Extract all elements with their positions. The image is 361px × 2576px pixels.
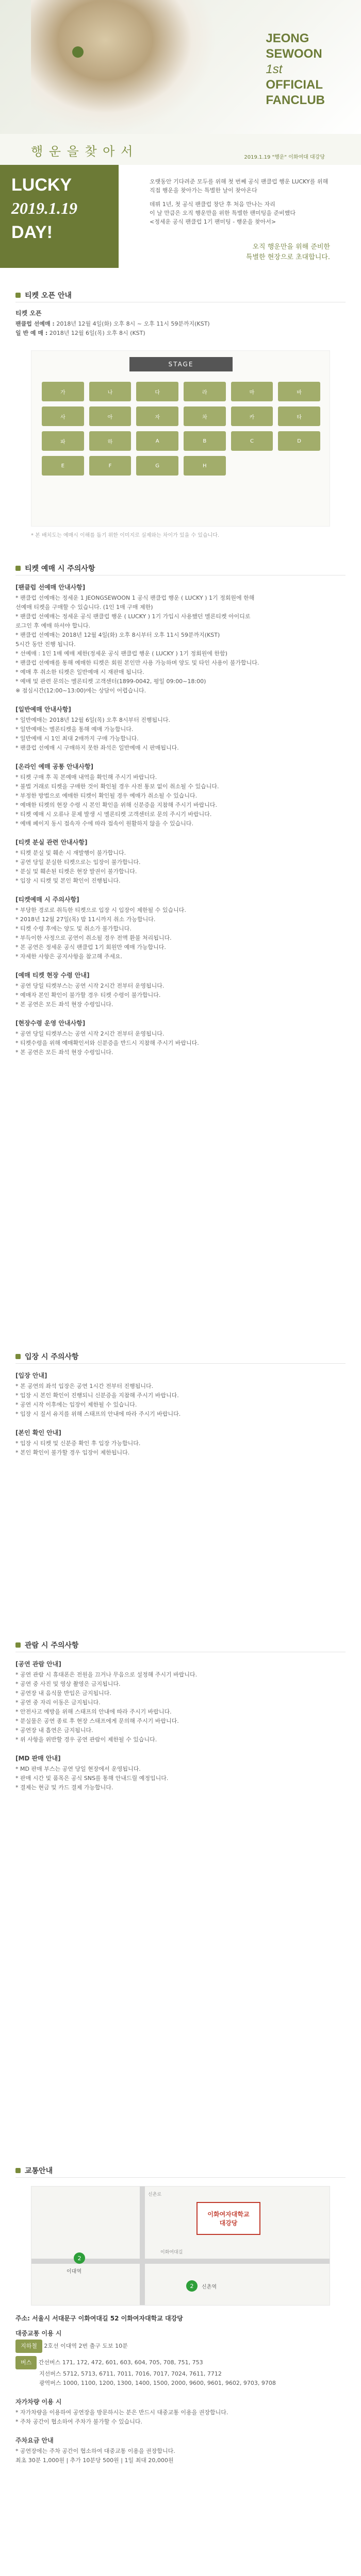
road	[140, 2187, 145, 2305]
bus-row	[15, 2356, 346, 2369]
hero-photo	[31, 0, 217, 134]
notice-line: * 일반예매는 멜론티켓을 통해 예매 가능합니다.	[15, 726, 134, 733]
notice-group-title: [일반예매 안내사항]	[15, 706, 71, 713]
seat-block[interactable]: 하	[89, 431, 132, 451]
bus-row	[15, 2340, 346, 2353]
seat-block[interactable]: 다	[136, 382, 178, 401]
bus-title: 대중교통 이용 시	[15, 2330, 62, 2337]
closing-line: 특별한 현장으로 초대합니다.	[245, 253, 330, 261]
intro-line: 직접 행운을 찾아가는 특별한 날이 찾아온다	[150, 187, 257, 194]
road-label: 신촌로	[148, 2192, 162, 2197]
notice-line: * 팬클럽 선예매를 통해 예매한 티켓은 회원 본인만 사용 가능하며 양도 및 타인 사용이 불가합니다.	[15, 659, 259, 666]
notice-line: * 예매자 본인 확인이 불가할 경우 티켓 수령이 불가합니다.	[15, 992, 161, 998]
section-title: 입장 시 주의사항	[25, 1353, 79, 1361]
ticket-open-section	[0, 289, 361, 345]
section-header	[15, 562, 346, 575]
notice-line: * 판매 시간 및 품목은 공식 SNS를 통해 안내드릴 예정입니다.	[15, 1775, 169, 1782]
seat-block[interactable]: 자	[136, 406, 178, 426]
notice-line: * 본인 확인이 불가할 경우 입장이 제한됩니다.	[15, 1449, 130, 1456]
parking-title: 주차요금 안내	[15, 2437, 54, 2444]
seat-block[interactable]: E	[42, 456, 84, 476]
lucky-line: LUCKY	[11, 175, 72, 195]
traffic-body	[15, 2314, 346, 2465]
ticket-open-subheader: 티켓 오픈	[15, 310, 42, 317]
seat-block[interactable]: F	[89, 456, 132, 476]
section-header	[15, 1350, 346, 1364]
seat-block[interactable]: D	[278, 431, 320, 451]
notice-line: * 티켓 수령 후에는 양도 및 취소가 불가합니다.	[15, 925, 132, 932]
notice-group	[15, 1754, 346, 1792]
notice-group	[15, 1371, 346, 1419]
ticket-open-body	[15, 309, 346, 338]
notice-group	[15, 705, 346, 753]
notice-line: * MD 판매 부스는 공연 당일 현장에서 운영됩니다.	[15, 1766, 141, 1772]
notice-line: * 선예매 : 1인 1매 예매 제한(정세운 공식 팬클럽 행운 ( LUCKY ) 1기 정회원에 한함)	[15, 650, 227, 657]
hero-title-line: FANCLUB	[266, 93, 325, 107]
entry-notice-body	[15, 1371, 346, 1458]
notice-group-title: [현장수령 운영 안내사항]	[15, 1020, 86, 1027]
notice-group	[15, 583, 346, 696]
tagline-date: 2019.1.19 "행운" 이화여대 대강당	[244, 155, 325, 160]
notice-group	[15, 1019, 346, 1057]
parking-line: 최초 30분 1,000원 | 추가 10분당 500원 | 1일 최대 20,000원	[15, 2457, 174, 2464]
notice-line: * 공연 당일 분실한 티켓으로는 입장이 불가합니다.	[15, 859, 141, 866]
notice-line: * 자세한 사항은 공지사항을 참고해 주세요.	[15, 953, 123, 960]
notice-group	[15, 895, 346, 961]
lucky-badge	[0, 165, 119, 268]
seat-block[interactable]: G	[136, 456, 178, 476]
hero-title-line: 1st	[266, 62, 283, 76]
seat-block[interactable]: 타	[278, 406, 320, 426]
seat-block[interactable]: 바	[278, 382, 320, 401]
notice-line: * 결제는 현금 및 카드 결제 가능합니다.	[15, 1784, 113, 1791]
section-title: 관람 시 주의사항	[25, 1641, 79, 1650]
address: 주소: 서울시 서대문구 이화여대길 52 이화여자대학교 대강당	[15, 2315, 183, 2322]
viewing-notice-body	[15, 1659, 346, 1792]
notice-group	[15, 971, 346, 1009]
transport-badge: 버스	[15, 2356, 37, 2369]
notice-line: * 공연장 내 음식물 반입은 금지됩니다.	[15, 1690, 111, 1697]
seat-block[interactable]: A	[136, 431, 178, 451]
intro-line: 데뷔 1년, 첫 공식 팬클럽 창단 후 처음 만나는 자리	[150, 201, 275, 208]
hero-title-line: JEONG	[266, 31, 309, 45]
hero-title-line: SEWOON	[266, 47, 322, 61]
map	[31, 2186, 330, 2306]
intro-closing	[246, 242, 330, 263]
seat-block[interactable]: H	[184, 456, 226, 476]
bus-row	[15, 2379, 346, 2388]
traffic-section	[0, 2164, 361, 2576]
transport-value: 2호선 이대역 2번 출구 도보 10분	[44, 2343, 128, 2349]
station-label: 이대역	[67, 2269, 81, 2275]
section-icon	[15, 2168, 21, 2173]
bus-row	[15, 2369, 346, 2379]
notice-line: * 팬클럽 선예매는 정세운 1 JEONGSEWOON 1 공식 팬클럽 행운 ( LUCKY ) 1기 정회원에 한해	[15, 595, 255, 601]
tagline: 행 운 을 찾 아 서	[31, 144, 134, 159]
notice-line: * 티켓수령을 위해 예매확인서와 신분증을 반드시 지참해 주시기 바랍니다.	[15, 1040, 199, 1046]
seat-map-section	[0, 350, 361, 546]
notice-line: * 일반예매는 2018년 12월 6일(목) 오후 8시부터 진행됩니다.	[15, 717, 170, 723]
road-label: 이화여대길	[160, 2250, 183, 2255]
notice-group-title: [본인 확인 안내]	[15, 1429, 61, 1436]
section-header	[15, 1638, 346, 1652]
intro-text	[150, 177, 346, 226]
notice-group-title: [MD 판매 안내]	[15, 1755, 61, 1762]
notice-line: * 공연 중 자리 이동은 금지됩니다.	[15, 1699, 101, 1706]
intro-section	[0, 165, 361, 268]
parking-line: * 공연장에는 주차 공간이 협소하여 대중교통 이용을 권장합니다.	[15, 2448, 175, 2454]
intro-line	[150, 195, 346, 200]
notice-line: * 공연 당일 티켓부스는 공연 시작 2시간 전부터 운영됩니다.	[15, 982, 165, 989]
section-title: 티켓 예매 시 주의사항	[25, 565, 95, 573]
notice-line: * 예매 후 취소한 티켓은 일반예매 시 재판매 됩니다.	[15, 669, 144, 675]
notice-line: * 부정한 방법으로 예매한 티켓이 확인될 경우 예매가 취소될 수 있습니다.	[15, 792, 198, 799]
notice-line: * 티켓 구매 후 꼭 본예매 내역을 확인해 주시기 바랍니다.	[15, 774, 157, 781]
row-label: 일 반 예 매 :	[15, 330, 48, 336]
section-title: 교통안내	[25, 2167, 53, 2175]
notice-line: * 공연장 내 흡연은 금지됩니다.	[15, 1727, 93, 1734]
ticket-open-row	[15, 319, 346, 329]
notice-group-title: [공연 관람 안내]	[15, 1660, 61, 1668]
seat-block[interactable]: 파	[42, 431, 84, 451]
notice-line: * 티켓 분실 및 훼손 시 재발행이 불가합니다.	[15, 850, 126, 856]
booking-notice-body	[15, 583, 346, 1057]
floor-blocks	[42, 382, 320, 476]
intro-line: 이 날 만큼은 오직 행운만을 위한 특별한 팬미팅을 준비했다	[150, 210, 296, 216]
seat-block[interactable]: 마	[231, 382, 273, 401]
notice-line: * 팬클럽 선예매 시 구매하지 못한 좌석은 일반예매 시 판매됩니다.	[15, 744, 179, 751]
notice-group-title: [온라인 예매 공통 안내사항]	[15, 763, 94, 770]
closing-line: 오직 행운만을 위해 준비한	[252, 243, 330, 251]
seat-block[interactable]: 라	[184, 382, 226, 401]
notice-line: * 위 사항을 위반할 경우 공연 관람이 제한될 수 있습니다.	[15, 1736, 157, 1743]
hero-title-line: OFFICIAL	[266, 78, 323, 92]
notice-line: * 티켓 예매 시 오류나 문제 발생 시 멜론티켓 고객센터로 문의 주시기 바랍니다.	[15, 811, 212, 818]
notice-line: * 부당한 경로로 취득한 티켓으로 입장 시 입장이 제한될 수 있습니다.	[15, 907, 186, 913]
notice-group-title: [티켓예매 시 주의사항]	[15, 896, 79, 903]
car-line: * 자가차량을 이용하여 공연장을 방문하시는 분은 반드시 대중교통 이용을 권장합니다.	[15, 2409, 228, 2416]
seat-block[interactable]: 가	[42, 382, 84, 401]
transport-badge: 지하철	[15, 2340, 42, 2353]
notice-line: * 본 공연의 좌석 입장은 공연 1시간 전부터 진행됩니다.	[15, 1383, 154, 1389]
transport-value: 광역버스 1000, 1100, 1200, 1300, 1400, 1500, 2000, 9600, 9601, 9602, 9703, 9708	[39, 2380, 276, 2386]
seat-map	[31, 350, 330, 527]
notice-line: * 입장 시 질서 유지를 위해 스태프의 안내에 따라 주시기 바랍니다.	[15, 1411, 181, 1417]
seat-block[interactable]: B	[184, 431, 226, 451]
hero-title	[266, 31, 325, 108]
hero-section	[0, 0, 361, 134]
intro-line: 오랫동안 기다려준 모두를 위해 첫 번째 공식 팬클럽 행운 LUCKY를 위해	[150, 178, 329, 185]
seat-block[interactable]: 카	[231, 406, 273, 426]
clover-icon	[72, 46, 84, 58]
subway-marker: 2	[74, 2252, 85, 2264]
seat-block[interactable]: 나	[89, 382, 132, 401]
seat-block[interactable]: 차	[184, 406, 226, 426]
seat-block[interactable]: C	[231, 431, 273, 451]
venue-box: 이화여자대학교 대강당	[196, 2202, 260, 2235]
notice-line: * 공연 시작 이후에는 입장이 제한될 수 있습니다.	[15, 1401, 137, 1408]
lucky-line: DAY!	[11, 223, 53, 242]
notice-group-title: [팬클럽 선예매 안내사항]	[15, 584, 86, 591]
notice-group-title: [예매 티켓 현장 수령 안내]	[15, 972, 90, 979]
notice-group	[15, 762, 346, 828]
notice-line: 로그인 후 예매 하셔야 합니다.	[15, 622, 90, 629]
transport-value: 간선버스 171, 172, 472, 601, 603, 604, 705, 708, 751, 753	[38, 2359, 203, 2366]
section-title: 티켓 오픈 안내	[25, 292, 72, 300]
notice-line: * 팬클럽 선예매는 정세운 공식 팬클럽 행운 ( LUCKY ) 1기 가입시 사용했던 멜론티켓 아이디로	[15, 613, 251, 620]
intro-line: <정세운 공식 팬클럽 1기 팬미팅 - 행운을 찾아서>	[150, 218, 276, 225]
notice-group	[15, 1659, 346, 1744]
notice-line: * 팬클럽 선예매는 2018년 12월 4일(화) 오후 8시부터 오후 11시 59분까지(KST)	[15, 632, 220, 638]
notice-line: * 본 공연은 모든 좌석 현장 수령입니다.	[15, 1049, 113, 1056]
notice-line: * 본 공연은 정세운 공식 팬클럽 1기 회원만 예매 가능합니다.	[15, 944, 166, 951]
notice-line: 선예매 티켓을 구매할 수 있습니다. (1인 1매 구매 제한)	[15, 604, 153, 611]
notice-line: * 공연 관람 시 휴대폰은 전원을 끄거나 무음으로 설정해 주시기 바랍니다.	[15, 1671, 198, 1678]
notice-line: 5시간 동안 진행 됩니다.	[15, 641, 76, 648]
tagline-bar	[0, 134, 361, 165]
notice-line: * 예매 및 관련 문의는 멜론티켓 고객센터(1899-0042, 평일 09:00~18:00)	[15, 678, 206, 685]
section-icon	[15, 566, 21, 571]
viewing-notice-section	[0, 1638, 361, 2143]
notice-line: ※ 점심시간(12:00~13:00)에는 상담이 어렵습니다.	[15, 687, 146, 694]
section-header	[15, 2164, 346, 2178]
notice-line: * 안전사고 예방을 위해 스태프의 안내에 따라 주시기 바랍니다.	[15, 1708, 172, 1715]
section-icon	[15, 1354, 21, 1359]
section-icon	[15, 293, 21, 298]
notice-line: * 분실물은 공연 종료 후 현장 스태프에게 문의해 주시기 바랍니다.	[15, 1718, 179, 1724]
section-header	[15, 289, 346, 302]
entry-notice-section	[0, 1350, 361, 1618]
station-label: 신촌역	[202, 2284, 217, 2290]
row-value: 2018년 12월 4일(화) 오후 8시 ~ 오후 11시 59분까지(KST)	[56, 320, 210, 327]
car-line: * 주차 공간이 협소하여 주차가 불가할 수 있습니다.	[15, 2418, 142, 2425]
booking-notice-section	[0, 562, 361, 1324]
seat-block[interactable]: 아	[89, 406, 132, 426]
notice-line: * 부득이한 사정으로 공연이 취소될 경우 전액 환불 처리됩니다.	[15, 935, 172, 941]
subway-marker: 2	[186, 2280, 198, 2292]
ticket-open-row	[15, 329, 346, 338]
row-value: 2018년 12월 6일(목) 오후 8시 (KST)	[49, 330, 145, 336]
notice-line: * 입장 시 티켓 및 신분증 확인 후 입장 가능합니다.	[15, 1440, 141, 1447]
notice-line: * 분실 및 훼손된 티켓은 현장 발권이 불가합니다.	[15, 868, 137, 875]
notice-group	[15, 1428, 346, 1458]
notice-line: * 일반예매 시 1인 최대 2매까지 구매 가능합니다.	[15, 735, 139, 742]
stage: STAGE	[129, 357, 233, 371]
row-label: 팬클럽 선예매 :	[15, 320, 55, 327]
car-title: 자가차량 이용 시	[15, 2398, 62, 2405]
notice-group	[15, 838, 346, 886]
notice-line: * 입장 시 티켓 및 본인 확인이 진행됩니다.	[15, 877, 121, 884]
seat-map-note: * 본 배치도는 예매시 이해를 돕기 위한 이미지로 실제와는 차이가 있을 수 있습니다.	[31, 533, 220, 538]
notice-line: * 예매한 티켓의 현장 수령 시 본인 확인을 위해 신분증을 지참해 주시기 바랍니다.	[15, 802, 217, 808]
seat-block[interactable]: 사	[42, 406, 84, 426]
notice-line: * 본 공연은 모든 좌석 현장 수령입니다.	[15, 1001, 113, 1008]
notice-group-title: [입장 안내]	[15, 1372, 47, 1379]
lucky-line: 2019.1.19	[11, 199, 77, 217]
notice-line: * 공연 당일 티켓부스는 공연 시작 2시간 전부터 운영됩니다.	[15, 1030, 165, 1037]
notice-line: * 입장 시 본인 확인이 진행되니 신분증을 지참해 주시기 바랍니다.	[15, 1392, 179, 1399]
transport-value: 지선버스 5712, 5713, 6711, 7011, 7016, 7017, 7024, 7611, 7712	[39, 2370, 222, 2377]
notice-line: * 예매 페이지 동시 접속자 수에 따라 접속이 원활하지 않을 수 있습니다.	[15, 820, 193, 827]
notice-group-title: [티켓 분실 관련 안내사항]	[15, 839, 88, 846]
section-icon	[15, 1642, 21, 1648]
notice-line: * 불법 거래로 티켓을 구매한 것이 확인될 경우 사전 통보 없이 취소될 수 있습니다.	[15, 783, 219, 790]
notice-line: * 공연 중 사진 및 영상 촬영은 금지됩니다.	[15, 1681, 121, 1687]
notice-line: * 2018년 12월 27일(목) 밤 11시까지 취소 가능합니다.	[15, 916, 156, 923]
